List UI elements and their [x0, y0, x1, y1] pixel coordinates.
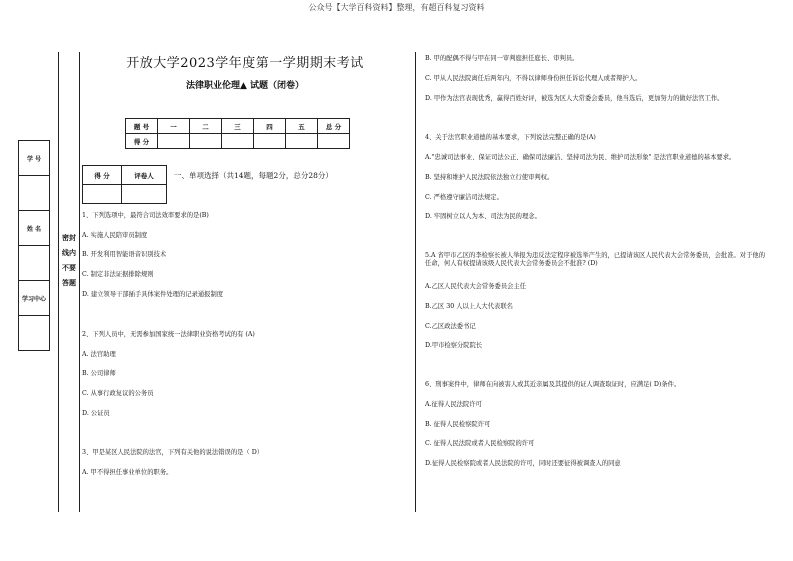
score-cell	[158, 134, 190, 149]
score-header-4: 四	[254, 119, 286, 134]
question-2: 2、下列人员中，无需参加国家统一法律职业资格考试的有 (A)	[82, 331, 255, 338]
grader-name-cell	[122, 185, 167, 204]
exam-title: 开放大学2023学年度第一学期期末考试	[126, 56, 364, 71]
q6-option-d: D.征得人民检察院或者人民法院的许可，同时还要征得被调查人的同意	[425, 460, 621, 467]
q2-option-a: A. 法官助理	[82, 351, 116, 358]
q1-option-a: A. 实施人民陪审员制度	[82, 232, 148, 239]
grader-score-label: 得 分	[83, 166, 122, 185]
q1-option-c: C. 制定非法证据排除规则	[82, 271, 154, 278]
q3-option-a: A. 甲不得担任事业单位的职务。	[82, 469, 173, 476]
student-name-cell	[19, 246, 50, 281]
q4-option-c: C. 严格遵守廉洁司法规定。	[425, 194, 503, 201]
question-5: 5.A 省甲市乙区的李检察长被人举报为违反法定程序被选举产生的，已提请该区人民代表大会常务委员，会批准。对于他的任命，何人有权提请该级人民代表大会常务委员会不批准? (D)	[425, 252, 765, 267]
score-header-2: 二	[190, 119, 222, 134]
q5-option-a: A.乙区人民代表大会常务委员会主任	[425, 283, 527, 290]
q5-option-d: D.甲市检察分院院长	[425, 342, 483, 349]
score-header-5: 五	[286, 119, 318, 134]
score-header-number: 题 号	[126, 119, 158, 134]
grader-score-cell	[83, 185, 122, 204]
student-id-label: 学 号	[19, 141, 50, 176]
score-cell	[222, 134, 254, 149]
study-center-label: 学习中心	[19, 281, 50, 316]
question-1: 1、下列选项中，最符合司法效率要求的是(B)	[82, 212, 209, 219]
student-info-table	[18, 140, 50, 351]
score-cell	[286, 134, 318, 149]
binding-notice: 密封线内不要答题	[62, 233, 76, 287]
header-banner: 公众号【大学百科资料】整理，有超百科复习资料	[308, 3, 485, 12]
q6-option-b: B. 征得人民检察院许可	[425, 421, 491, 428]
score-cell	[318, 134, 350, 149]
grader-name-label: 评卷人	[122, 166, 167, 185]
student-id-cell	[19, 176, 50, 211]
score-header-1: 一	[158, 119, 190, 134]
q6-option-c: C. 征得人民法院或者人民检察院的许可	[425, 440, 535, 447]
page-divider	[415, 52, 416, 512]
q1-option-d: D. 建立领导干部插手具体案件处理的记录通报制度	[82, 291, 224, 298]
score-table	[125, 118, 350, 149]
score-header-3: 三	[222, 119, 254, 134]
question-4: 4、关于法官职业道德的基本要求，下列说法完整正确的是(A)	[425, 134, 596, 141]
grader-table	[82, 165, 167, 204]
score-row-label: 得 分	[126, 134, 158, 149]
q3-option-c: C. 甲从人民法院离任后两年内，不得以律师身份担任诉讼代理人或者辩护人。	[425, 75, 642, 82]
binding-line-inner	[79, 52, 80, 512]
section-heading: 一、单项选择（共14题，每题2分，总分28分）	[174, 171, 333, 180]
q2-option-d: D. 公证员	[82, 410, 110, 417]
q3-option-d: D. 甲作为法官表现优秀，赢得百姓好评，被选为区人大常委会委员，他当选后，更加努力的做好法官工作。	[425, 95, 724, 102]
score-cell	[254, 134, 286, 149]
student-name-label: 姓 名	[19, 211, 50, 246]
score-header-total: 总 分	[318, 119, 350, 134]
q2-option-b: B. 公司律师	[82, 370, 116, 377]
q5-option-c: C.乙区政法委书记	[425, 323, 476, 330]
q3-option-b: B. 甲的配偶不得与甲在同一审判庭担任庭长、审判员。	[425, 55, 579, 62]
q2-option-c: C. 从事行政复议的公务员	[82, 390, 154, 397]
question-3: 3、甲是某区人民法院的法官，下列有关他的说法错误的是（ D）	[82, 449, 264, 456]
score-cell	[190, 134, 222, 149]
q5-option-b: B.乙区 30 人以上人大代表联名	[425, 303, 513, 310]
q6-option-a: A.征得人民法院许可	[425, 401, 482, 408]
exam-subtitle: 法律职业伦理▲ 试题（闭卷）	[185, 81, 305, 91]
q4-option-a: A."忠诚司法事业、保证司法公正、确保司法廉洁、坚持司法为民、维护司法形象" 是法官职业道德的基本要求。	[425, 154, 736, 161]
study-center-cell	[19, 316, 50, 351]
binding-line-outer	[58, 52, 59, 512]
question-6: 6、刑事案件中，律师在向被害人或其近亲属及其提供的证人调查取证时，应满足( D)条件。	[425, 381, 681, 388]
q4-option-d: D. 牢固树立以人为本、司法为民的理念。	[425, 213, 541, 220]
q1-option-b: B. 开发利用智能语音识别技术	[82, 251, 167, 258]
q4-option-b: B. 坚持和维护人民法院依法独立行使审判权。	[425, 174, 554, 181]
